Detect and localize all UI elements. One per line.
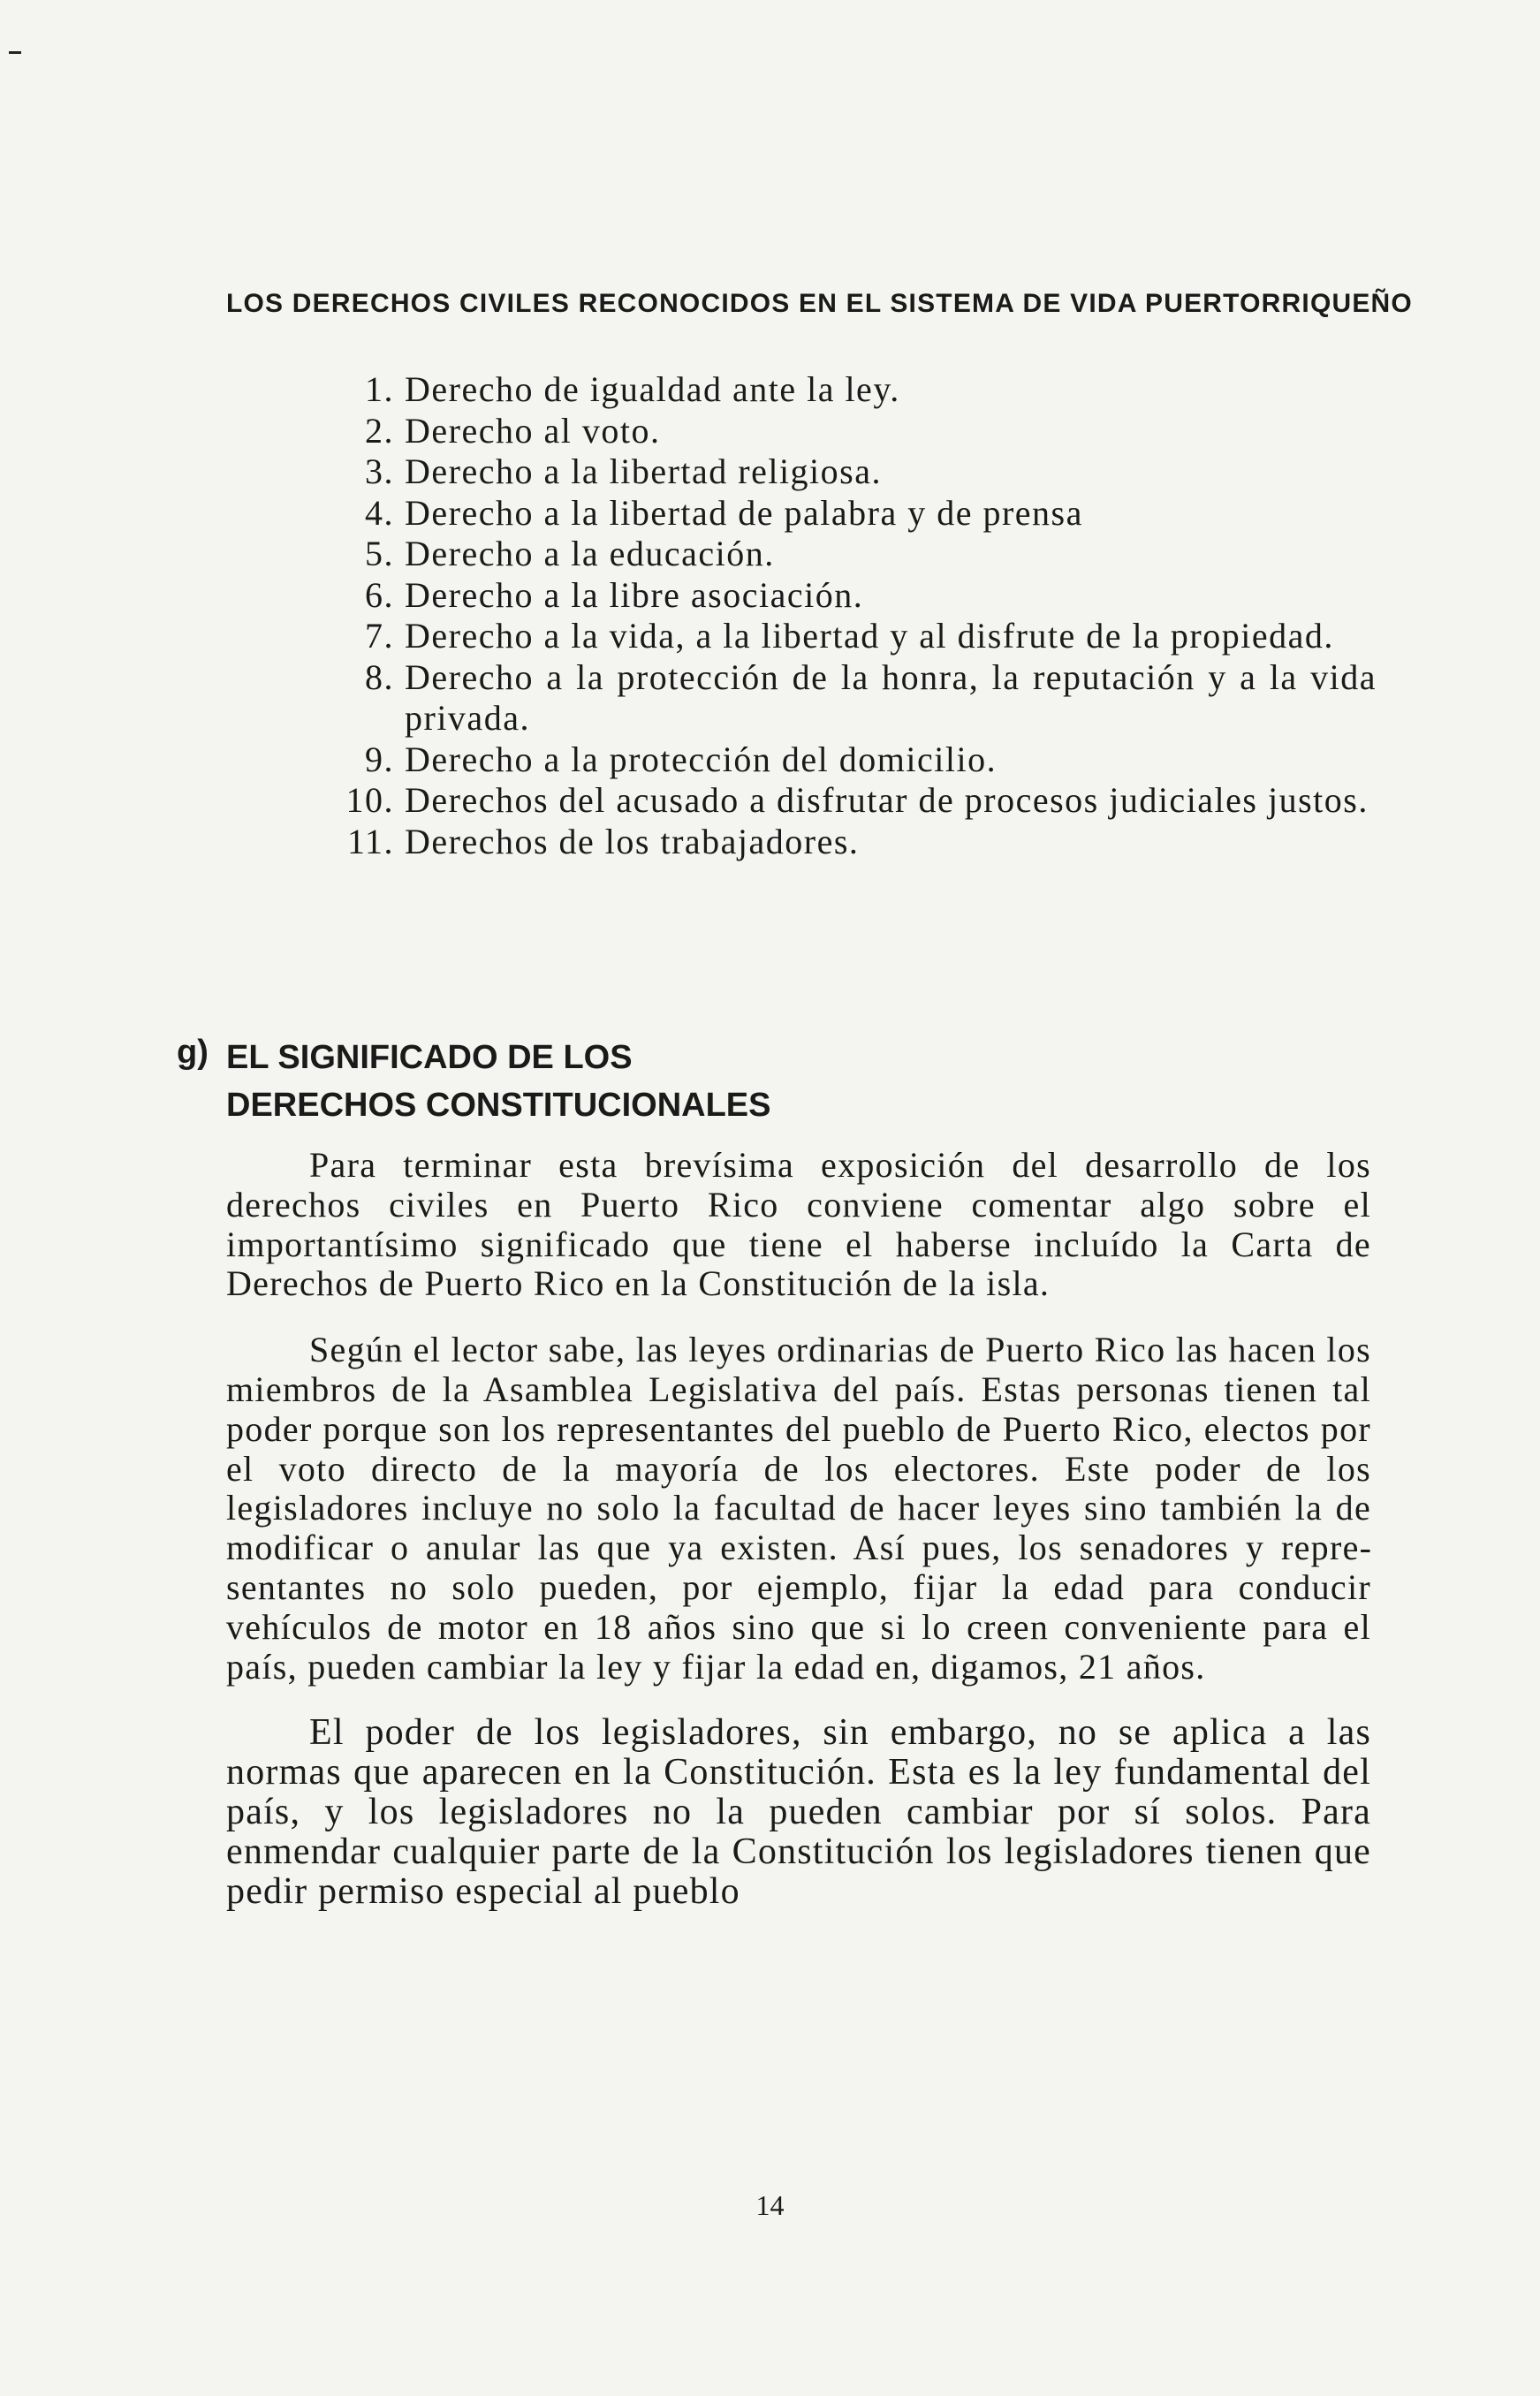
item-text: Derechos de los trabajadores. [405,821,860,861]
item-number: 2. [365,410,394,451]
item-text: Derecho a la protección del domicilio. [405,739,998,779]
list-item [343,657,1377,739]
item-number: 6. [365,574,394,615]
item-number: 4. [365,492,394,533]
scan-mark [9,51,21,54]
item-text: Derecho a la educación. [405,534,775,573]
list-item [343,739,1377,781]
item-text: Derecho al voto. [405,410,661,451]
list-item [343,493,1377,535]
paragraph: Para terminar esta brevísima exposición del desarrollo de los derechos civiles en Puerto Rico conviene comentar algo sobre el importantísimo significado que tiene el haberse incluído la Carta de Derechos de Puerto Rico en la Constitución de la isla. [226,1145,1371,1304]
paragraph: Según el lector sabe, las leyes ordinarias de Puerto Rico las hacen los miembros de la Asamblea Legislativa del país. Estas personas tienen tal poder porque son los representantes del pueblo de Puerto Rico, electos por el voto directo de la mayoría de los electores. Este poder de los legisladores incluye no solo la facultad de hacer leyes sino también la de modificar o anular las que ya existen. Así pues, los senadores y representantes no solo pueden, por ejemplo, fijar la edad para conducir vehículos de motor en 18 años sino que si lo creen conveniente para el país, pueden cambiar la ley y fijar la edad en, digamos, 21 años. [226,1330,1371,1687]
item-text: Derechos del acusado a disfrutar de procesos judiciales justos. [405,780,1369,820]
rights-list [343,369,1377,862]
item-number: 3. [365,451,394,491]
page-number: 14 [755,2189,785,2221]
section-title-line: EL SIGNIFICADO DE LOS [226,1039,633,1076]
item-text: Derecho a la protección de la honra, la reputación y a la vida privada. [405,656,1377,738]
item-text: Derecho a la libre asociación. [405,574,864,615]
section-letter: g) [177,1034,209,1071]
item-number: 5. [365,534,394,573]
item-number: 9. [365,739,394,779]
list-item [343,451,1377,493]
item-number: 7. [365,616,394,656]
item-text: Derecho a la vida, a la libertad y al disfrute de la propiedad. [405,616,1334,656]
body-text [226,1146,1371,1911]
list-item [343,822,1377,863]
item-text: Derecho a la libertad religiosa. [405,451,882,491]
item-number: 10. [345,780,394,820]
list-item [343,369,1377,411]
section-title-line: DERECHOS CONSTITUCIONALES [226,1087,771,1124]
list-item [343,780,1377,822]
list-item [343,534,1377,575]
section-title [226,1034,1286,1129]
item-number: 11. [346,821,394,861]
item-number: 8. [365,656,394,697]
list-item [343,411,1377,452]
item-text: Derecho a la libertad de palabra y de prensa [405,492,1083,533]
list-item [343,616,1377,657]
list-item [343,575,1377,617]
page-header: LOS DERECHOS CIVILES RECONOCIDOS EN EL SISTEMA DE VIDA PUERTORRIQUEÑO [226,289,1413,318]
item-text: Derecho de igualdad ante la ley. [405,369,900,409]
item-number: 1. [365,369,394,409]
paragraph: El poder de los legisladores, sin embargo, no se aplica a las normas que aparecen en la Constitución. Esta es la ley fundamental del país, y los legisladores no la pueden cambiar por sí solos. Para enmendar cualquier parte de la Constitución los legisladores tienen que pedir permiso especial al pueblo [226,1712,1371,1912]
